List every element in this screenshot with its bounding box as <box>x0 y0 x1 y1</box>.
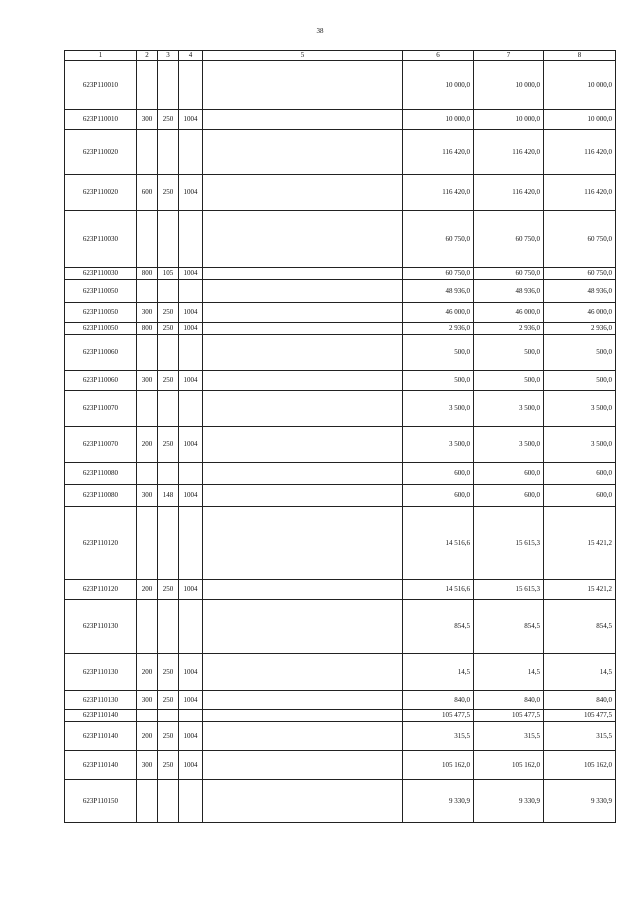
gov-admin-cell <box>158 61 179 110</box>
amount-year1-cell: 14 516,6 <box>403 580 474 600</box>
section-cell: 1004 <box>179 303 203 323</box>
expense-type-cell: 800 <box>137 268 158 280</box>
amount-year2-cell: 105 162,0 <box>474 751 544 780</box>
table-row <box>65 722 616 751</box>
budget-code-cell: 623P110070 <box>65 391 137 427</box>
gov-admin-cell <box>158 507 179 580</box>
budget-code-cell: 623P110010 <box>65 61 137 110</box>
section-cell: 1004 <box>179 175 203 211</box>
section-cell <box>179 780 203 823</box>
amount-year1-cell: 500,0 <box>403 335 474 371</box>
description-cell <box>203 751 403 780</box>
section-cell: 1004 <box>179 691 203 710</box>
amount-year2-cell: 500,0 <box>474 371 544 391</box>
amount-year2-cell: 15 615,3 <box>474 507 544 580</box>
amount-year3-cell: 10 000,0 <box>544 110 616 130</box>
description-cell <box>203 110 403 130</box>
amount-year1-cell: 105 162,0 <box>403 751 474 780</box>
expense-type-cell <box>137 507 158 580</box>
amount-year1-cell: 10 000,0 <box>403 110 474 130</box>
gov-admin-cell: 250 <box>158 580 179 600</box>
amount-year2-cell: 14,5 <box>474 654 544 691</box>
table-row <box>65 751 616 780</box>
amount-year3-cell: 600,0 <box>544 463 616 485</box>
column-number: 5 <box>203 51 403 61</box>
amount-year3-cell: 46 000,0 <box>544 303 616 323</box>
gov-admin-cell <box>158 463 179 485</box>
page-number: 38 <box>316 27 324 35</box>
table-row <box>65 211 616 268</box>
gov-admin-cell <box>158 335 179 371</box>
amount-year2-cell: 116 420,0 <box>474 130 544 175</box>
gov-admin-cell <box>158 391 179 427</box>
amount-year3-cell: 15 421,2 <box>544 580 616 600</box>
expense-type-cell <box>137 61 158 110</box>
budget-code-cell: 623P110140 <box>65 710 137 722</box>
column-number: 4 <box>179 51 203 61</box>
section-cell <box>179 211 203 268</box>
budget-code-cell: 623P110140 <box>65 722 137 751</box>
section-cell: 1004 <box>179 654 203 691</box>
amount-year1-cell: 10 000,0 <box>403 61 474 110</box>
description-cell <box>203 600 403 654</box>
section-cell: 1004 <box>179 427 203 463</box>
amount-year1-cell: 3 500,0 <box>403 391 474 427</box>
table-row <box>65 61 616 110</box>
expense-type-cell: 300 <box>137 303 158 323</box>
column-number: 6 <box>403 51 474 61</box>
budget-code-cell: 623P110050 <box>65 303 137 323</box>
amount-year2-cell: 60 750,0 <box>474 268 544 280</box>
description-cell <box>203 710 403 722</box>
column-number-row <box>65 51 616 61</box>
budget-code-cell: 623P110050 <box>65 323 137 335</box>
amount-year2-cell: 600,0 <box>474 485 544 507</box>
section-cell <box>179 335 203 371</box>
section-cell: 1004 <box>179 485 203 507</box>
column-number: 2 <box>137 51 158 61</box>
amount-year2-cell: 854,5 <box>474 600 544 654</box>
section-cell <box>179 463 203 485</box>
amount-year2-cell: 48 936,0 <box>474 280 544 303</box>
description-cell <box>203 175 403 211</box>
description-cell <box>203 463 403 485</box>
expense-type-cell <box>137 335 158 371</box>
table-row <box>65 110 616 130</box>
budget-code-cell: 623P110130 <box>65 691 137 710</box>
gov-admin-cell: 250 <box>158 303 179 323</box>
gov-admin-cell: 250 <box>158 751 179 780</box>
gov-admin-cell: 250 <box>158 175 179 211</box>
amount-year1-cell: 105 477,5 <box>403 710 474 722</box>
table-row <box>65 463 616 485</box>
amount-year1-cell: 854,5 <box>403 600 474 654</box>
table-row <box>65 371 616 391</box>
budget-code-cell: 623P110120 <box>65 507 137 580</box>
budget-table <box>64 50 616 823</box>
section-cell: 1004 <box>179 371 203 391</box>
gov-admin-cell <box>158 211 179 268</box>
amount-year3-cell: 105 477,5 <box>544 710 616 722</box>
section-cell: 1004 <box>179 580 203 600</box>
amount-year2-cell: 10 000,0 <box>474 61 544 110</box>
budget-code-cell: 623P110020 <box>65 130 137 175</box>
expense-type-cell <box>137 280 158 303</box>
description-cell <box>203 130 403 175</box>
expense-type-cell: 600 <box>137 175 158 211</box>
expense-type-cell <box>137 710 158 722</box>
gov-admin-cell: 105 <box>158 268 179 280</box>
amount-year3-cell: 10 000,0 <box>544 61 616 110</box>
description-cell <box>203 61 403 110</box>
amount-year3-cell: 105 162,0 <box>544 751 616 780</box>
budget-code-cell: 623P110120 <box>65 580 137 600</box>
expense-type-cell: 300 <box>137 371 158 391</box>
expense-type-cell: 800 <box>137 323 158 335</box>
amount-year2-cell: 315,5 <box>474 722 544 751</box>
amount-year1-cell: 840,0 <box>403 691 474 710</box>
amount-year2-cell: 116 420,0 <box>474 175 544 211</box>
table-row <box>65 391 616 427</box>
table-row <box>65 280 616 303</box>
expense-type-cell: 300 <box>137 485 158 507</box>
amount-year1-cell: 3 500,0 <box>403 427 474 463</box>
section-cell <box>179 280 203 303</box>
gov-admin-cell <box>158 130 179 175</box>
amount-year2-cell: 10 000,0 <box>474 110 544 130</box>
gov-admin-cell <box>158 780 179 823</box>
amount-year3-cell: 60 750,0 <box>544 211 616 268</box>
budget-code-cell: 623P110030 <box>65 211 137 268</box>
gov-admin-cell: 250 <box>158 427 179 463</box>
description-cell <box>203 427 403 463</box>
amount-year1-cell: 600,0 <box>403 463 474 485</box>
gov-admin-cell: 250 <box>158 722 179 751</box>
amount-year3-cell: 500,0 <box>544 371 616 391</box>
amount-year3-cell: 840,0 <box>544 691 616 710</box>
expense-type-cell: 200 <box>137 427 158 463</box>
amount-year2-cell: 3 500,0 <box>474 391 544 427</box>
description-cell <box>203 371 403 391</box>
amount-year1-cell: 60 750,0 <box>403 211 474 268</box>
description-cell <box>203 780 403 823</box>
amount-year2-cell: 46 000,0 <box>474 303 544 323</box>
description-cell <box>203 654 403 691</box>
gov-admin-cell: 250 <box>158 691 179 710</box>
amount-year2-cell: 2 936,0 <box>474 323 544 335</box>
section-cell <box>179 710 203 722</box>
budget-code-cell: 623P110080 <box>65 463 137 485</box>
description-cell <box>203 722 403 751</box>
amount-year3-cell: 600,0 <box>544 485 616 507</box>
expense-type-cell: 200 <box>137 654 158 691</box>
amount-year1-cell: 315,5 <box>403 722 474 751</box>
section-cell: 1004 <box>179 323 203 335</box>
amount-year1-cell: 9 330,9 <box>403 780 474 823</box>
table-row <box>65 427 616 463</box>
description-cell <box>203 580 403 600</box>
amount-year2-cell: 105 477,5 <box>474 710 544 722</box>
table-row <box>65 335 616 371</box>
gov-admin-cell <box>158 280 179 303</box>
amount-year1-cell: 60 750,0 <box>403 268 474 280</box>
table-row <box>65 691 616 710</box>
description-cell <box>203 211 403 268</box>
amount-year1-cell: 48 936,0 <box>403 280 474 303</box>
amount-year2-cell: 600,0 <box>474 463 544 485</box>
gov-admin-cell <box>158 710 179 722</box>
column-number: 8 <box>544 51 616 61</box>
expense-type-cell <box>137 780 158 823</box>
expense-type-cell: 200 <box>137 722 158 751</box>
budget-code-cell: 623P110140 <box>65 751 137 780</box>
table-row <box>65 600 616 654</box>
budget-code-cell: 623P110060 <box>65 371 137 391</box>
amount-year2-cell: 15 615,3 <box>474 580 544 600</box>
expense-type-cell <box>137 130 158 175</box>
column-number: 3 <box>158 51 179 61</box>
table-row <box>65 485 616 507</box>
section-cell <box>179 507 203 580</box>
amount-year3-cell: 15 421,2 <box>544 507 616 580</box>
amount-year3-cell: 48 936,0 <box>544 280 616 303</box>
amount-year3-cell: 116 420,0 <box>544 130 616 175</box>
budget-code-cell: 623P110130 <box>65 654 137 691</box>
amount-year1-cell: 2 936,0 <box>403 323 474 335</box>
amount-year2-cell: 9 330,9 <box>474 780 544 823</box>
description-cell <box>203 303 403 323</box>
column-number: 1 <box>65 51 137 61</box>
table-row <box>65 780 616 823</box>
expense-type-cell: 300 <box>137 751 158 780</box>
budget-code-cell: 623P110020 <box>65 175 137 211</box>
table-row <box>65 507 616 580</box>
amount-year1-cell: 14,5 <box>403 654 474 691</box>
amount-year3-cell: 60 750,0 <box>544 268 616 280</box>
table-row <box>65 654 616 691</box>
budget-code-cell: 623P110060 <box>65 335 137 371</box>
amount-year1-cell: 600,0 <box>403 485 474 507</box>
budget-code-cell: 623P110130 <box>65 600 137 654</box>
amount-year3-cell: 3 500,0 <box>544 427 616 463</box>
amount-year2-cell: 60 750,0 <box>474 211 544 268</box>
amount-year1-cell: 14 516,6 <box>403 507 474 580</box>
table-row <box>65 268 616 280</box>
description-cell <box>203 485 403 507</box>
expense-type-cell: 300 <box>137 691 158 710</box>
section-cell: 1004 <box>179 110 203 130</box>
section-cell <box>179 391 203 427</box>
description-cell <box>203 691 403 710</box>
amount-year3-cell: 854,5 <box>544 600 616 654</box>
budget-code-cell: 623P110150 <box>65 780 137 823</box>
description-cell <box>203 268 403 280</box>
description-cell <box>203 323 403 335</box>
description-cell <box>203 507 403 580</box>
gov-admin-cell: 250 <box>158 654 179 691</box>
table-row <box>65 175 616 211</box>
amount-year2-cell: 3 500,0 <box>474 427 544 463</box>
section-cell: 1004 <box>179 751 203 780</box>
section-cell: 1004 <box>179 268 203 280</box>
budget-code-cell: 623P110050 <box>65 280 137 303</box>
budget-code-cell: 623P110070 <box>65 427 137 463</box>
gov-admin-cell: 250 <box>158 371 179 391</box>
amount-year3-cell: 116 420,0 <box>544 175 616 211</box>
expense-type-cell <box>137 463 158 485</box>
expense-type-cell <box>137 211 158 268</box>
amount-year1-cell: 116 420,0 <box>403 175 474 211</box>
column-number: 7 <box>474 51 544 61</box>
amount-year2-cell: 500,0 <box>474 335 544 371</box>
section-cell <box>179 600 203 654</box>
gov-admin-cell: 250 <box>158 110 179 130</box>
amount-year1-cell: 500,0 <box>403 371 474 391</box>
section-cell <box>179 61 203 110</box>
amount-year3-cell: 9 330,9 <box>544 780 616 823</box>
budget-code-cell: 623P110080 <box>65 485 137 507</box>
expense-type-cell: 300 <box>137 110 158 130</box>
table-row <box>65 303 616 323</box>
table-row <box>65 323 616 335</box>
gov-admin-cell: 250 <box>158 323 179 335</box>
budget-code-cell: 623P110010 <box>65 110 137 130</box>
expense-type-cell <box>137 600 158 654</box>
table-row <box>65 710 616 722</box>
gov-admin-cell: 148 <box>158 485 179 507</box>
description-cell <box>203 391 403 427</box>
gov-admin-cell <box>158 600 179 654</box>
amount-year3-cell: 315,5 <box>544 722 616 751</box>
amount-year1-cell: 46 000,0 <box>403 303 474 323</box>
amount-year3-cell: 14,5 <box>544 654 616 691</box>
amount-year2-cell: 840,0 <box>474 691 544 710</box>
description-cell <box>203 280 403 303</box>
section-cell <box>179 130 203 175</box>
description-cell <box>203 335 403 371</box>
budget-code-cell: 623P110030 <box>65 268 137 280</box>
expense-type-cell: 200 <box>137 580 158 600</box>
amount-year3-cell: 3 500,0 <box>544 391 616 427</box>
table-row <box>65 580 616 600</box>
expense-type-cell <box>137 391 158 427</box>
table-row <box>65 130 616 175</box>
amount-year3-cell: 2 936,0 <box>544 323 616 335</box>
amount-year1-cell: 116 420,0 <box>403 130 474 175</box>
section-cell: 1004 <box>179 722 203 751</box>
amount-year3-cell: 500,0 <box>544 335 616 371</box>
